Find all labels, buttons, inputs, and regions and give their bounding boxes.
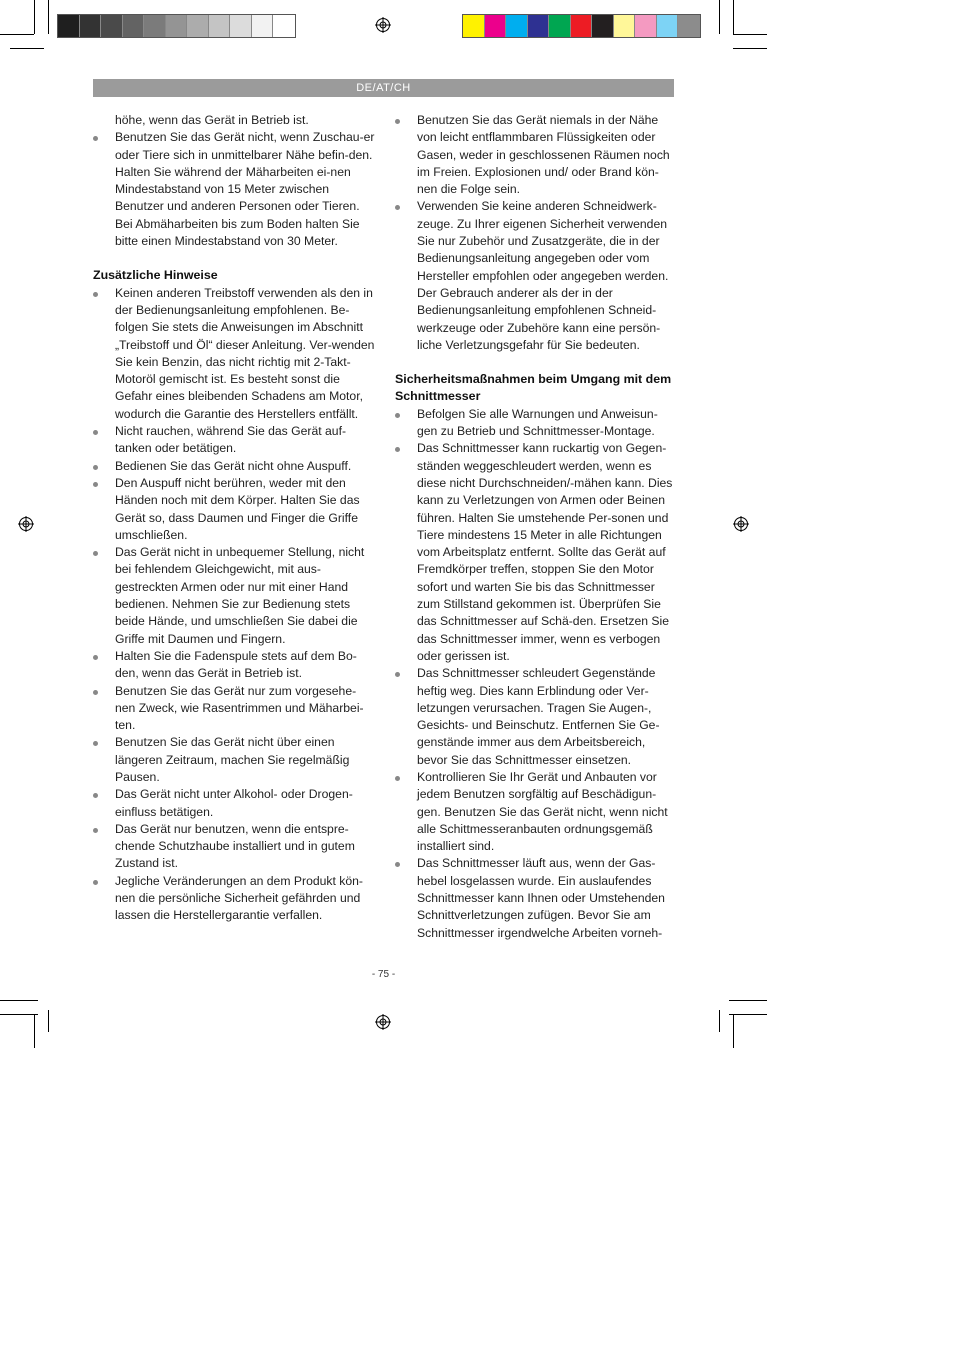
list-item: Benutzen Sie das Gerät nicht, wenn Zuschau-er oder Tiere sich in unmittelbarer Nähe befin-den. Halten Sie während der Mäharbeiten ei-nen Mindestabstand von 15 Meter zwischen Benutzer und anderen Personen oder Tieren. Bei Abmäharbeiten bis zum Boden halten Sie bitte einen Mindestabstand von 30 Meter. bbox=[93, 129, 375, 250]
bullet-icon bbox=[93, 465, 98, 470]
list-item: Das Schnittmesser läuft aus, wenn der Gas-hebel losgelassen wurde. Ein auslaufendes Schnittmesser kann Ihnen oder Umstehenden Schnittverletzungen zufügen. Bevor Sie am Schnittmesser irgendwelche Arbeiten vorneh- bbox=[395, 855, 677, 941]
list-item: Jegliche Veränderungen an dem Produkt kön-nen die persönliche Sicherheit gefährden und lassen die Herstellergarantie verfallen. bbox=[93, 873, 375, 925]
color-swatch bbox=[144, 15, 166, 37]
list-item: Bedienen Sie das Gerät nicht ohne Auspuff. bbox=[93, 458, 375, 475]
list-item: Das Gerät nur benutzen, wenn die entspre-chende Schutzhaube installiert und in gutem Zustand ist. bbox=[93, 821, 375, 873]
registration-mark-icon bbox=[375, 17, 391, 33]
color-swatch bbox=[187, 15, 209, 37]
right-column bbox=[395, 112, 677, 942]
color-swatch bbox=[592, 15, 614, 37]
bullet-icon bbox=[93, 793, 98, 798]
crop-mark bbox=[733, 34, 767, 35]
registration-mark-icon bbox=[375, 1014, 391, 1030]
color-swatch bbox=[549, 15, 571, 37]
color-swatch bbox=[614, 15, 636, 37]
bullet-list bbox=[93, 285, 375, 925]
crop-mark bbox=[733, 48, 767, 49]
crop-mark bbox=[0, 1000, 38, 1001]
color-swatch bbox=[657, 15, 679, 37]
left-column bbox=[93, 112, 375, 925]
bullet-icon bbox=[395, 862, 400, 867]
bullet-icon bbox=[93, 828, 98, 833]
crop-mark bbox=[48, 0, 49, 34]
list-item: Kontrollieren Sie Ihr Gerät und Anbauten vor jedem Benutzen sorgfältig auf Beschädigun-gen. Benutzen Sie das Gerät nicht, wenn nicht alle Schittmesseranbauten ordnungsgemäß installiert sind. bbox=[395, 769, 677, 855]
crop-mark bbox=[34, 1014, 35, 1048]
crop-mark bbox=[729, 1000, 767, 1001]
registration-mark-icon bbox=[733, 516, 749, 532]
bullet-icon bbox=[395, 447, 400, 452]
list-item: Verwenden Sie keine anderen Schneidwerk-zeuge. Zu Ihrer eigenen Sicherheit verwenden Sie nur Zubehör und Zusatzgeräte, die in der Bedienungsanleitung angegeben oder vom Hersteller empfohlen oder angegeben werden. Der Gebrauch anderer als der in der Bedienungsanleitung empfohlenen Schneid-werkzeuge oder Zubehöre kann eine persön-liche Verletzungsgefahr für Sie bedeuten. bbox=[395, 198, 677, 354]
section-title: Zusätzliche Hinweise bbox=[93, 268, 218, 283]
color-swatch bbox=[252, 15, 274, 37]
list-item: Das Gerät nicht unter Alkohol- oder Drogen-einfluss betätigen. bbox=[93, 786, 375, 821]
list-item: Nicht rauchen, während Sie das Gerät auf-tanken oder betätigen. bbox=[93, 423, 375, 458]
region-header bbox=[93, 79, 674, 97]
color-swatch bbox=[273, 15, 295, 37]
color-swatch bbox=[528, 15, 550, 37]
color-calibration-bar bbox=[462, 14, 701, 38]
color-swatch bbox=[635, 15, 657, 37]
crop-mark bbox=[729, 1014, 767, 1015]
bullet-icon bbox=[395, 776, 400, 781]
section-title: Sicherheitsmaßnahmen beim Umgang mit dem Schnittmesser bbox=[395, 372, 672, 404]
continuation-text: höhe, wenn das Gerät in Betrieb ist. bbox=[115, 113, 309, 127]
bullet-icon bbox=[93, 482, 98, 487]
color-swatch bbox=[101, 15, 123, 37]
color-swatch bbox=[463, 15, 485, 37]
color-swatch bbox=[678, 15, 700, 37]
bullet-list-top bbox=[93, 129, 375, 250]
registration-mark-icon bbox=[18, 516, 34, 532]
bullet-icon bbox=[93, 880, 98, 885]
bullet-icon bbox=[93, 292, 98, 297]
color-swatch bbox=[123, 15, 145, 37]
bullet-icon bbox=[395, 672, 400, 677]
list-item: Das Schnittmesser schleudert Gegenstände heftig weg. Dies kann Erblindung oder Ver-letzungen verursachen. Tragen Sie Augen-, Gesichts- und Beinschutz. Entfernen Sie Ge-genstände immer aus dem Arbeitsbereich, bevor Sie das Schnittmesser einsetzen. bbox=[395, 665, 677, 769]
crop-mark bbox=[719, 0, 720, 34]
color-swatch bbox=[58, 15, 80, 37]
bullet-icon bbox=[395, 119, 400, 124]
color-swatch bbox=[485, 15, 507, 37]
page-number: - 75 - bbox=[371, 969, 396, 980]
bullet-icon bbox=[93, 655, 98, 660]
crop-mark bbox=[733, 1014, 734, 1048]
list-item: Benutzen Sie das Gerät nur zum vorgesehe-nen Zweck, wie Rasentrimmen und Mäharbei-ten. bbox=[93, 683, 375, 735]
bullet-icon bbox=[93, 430, 98, 435]
bullet-icon bbox=[395, 205, 400, 210]
crop-mark bbox=[48, 1010, 49, 1032]
color-swatch bbox=[230, 15, 252, 37]
bullet-list bbox=[395, 406, 677, 942]
list-item: Das Schnittmesser kann ruckartig von Gegen-ständen weggeschleudert werden, wenn es diese nicht Durchschneiden/-mähen kann. Dies kann zu Verletzungen von Armen oder Beinen führen. Halten Sie umstehende Per-sonen und Tiere mindestens 15 Meter in alle Richtungen vom Arbeitsplatz entfernt. Sollte das Gerät auf Fremdkörper treffen, stoppen Sie den Motor sofort und warten Sie bis das Schnittmesser zum Stillstand gekommen ist. Überprüfen Sie das Schnittmesser auf Schä-den. Ersetzen Sie das Schnittmesser immer, wenn es verbogen oder gerissen ist. bbox=[395, 440, 677, 665]
bullet-icon bbox=[395, 413, 400, 418]
crop-mark bbox=[733, 0, 734, 34]
list-item: Benutzen Sie das Gerät nicht über einen längeren Zeitraum, machen Sie regelmäßig Pausen. bbox=[93, 734, 375, 786]
list-item: Keinen anderen Treibstoff verwenden als den in der Bedienungsanleitung empfohlenen. Be-folgen Sie stets die Anweisungen im Abschnitt „Treibstoff und Öl“ dieser Anleitung. Ver-wenden Sie kein Benzin, das nicht richtig mit 2-Takt-Motoröl gemischt ist. Es besteht sonst die Gefahr eines bleibenden Schadens am Motor, wodurch die Garantie des Herstellers entfällt. bbox=[93, 285, 375, 423]
color-swatch bbox=[80, 15, 102, 37]
color-swatch bbox=[506, 15, 528, 37]
crop-mark bbox=[34, 0, 35, 34]
list-item: Halten Sie die Fadenspule stets auf dem Bo-den, wenn das Gerät in Betrieb ist. bbox=[93, 648, 375, 683]
list-item: Benutzen Sie das Gerät niemals in der Nähe von leicht entflammbaren Flüssigkeiten oder Gasen, weder in geschlossenen Räumen noch im Freien. Explosionen und/ oder Brand kön-nen die Folge sein. bbox=[395, 112, 677, 198]
color-swatch bbox=[166, 15, 188, 37]
crop-mark bbox=[10, 48, 44, 49]
bullet-list-top bbox=[395, 112, 677, 354]
list-item: Befolgen Sie alle Warnungen und Anweisun-gen zu Betrieb und Schnittmesser-Montage. bbox=[395, 406, 677, 441]
bullet-icon bbox=[93, 690, 98, 695]
crop-mark bbox=[719, 1010, 720, 1032]
color-swatch bbox=[571, 15, 593, 37]
crop-mark bbox=[0, 34, 34, 35]
crop-mark bbox=[0, 1014, 38, 1015]
list-item: Den Auspuff nicht berühren, weder mit den Händen noch mit dem Körper. Halten Sie das Gerät so, dass Daumen und Finger die Griffe umschließen. bbox=[93, 475, 375, 544]
color-swatch bbox=[209, 15, 231, 37]
bullet-icon bbox=[93, 741, 98, 746]
region-label: DE/AT/CH bbox=[356, 82, 411, 94]
list-item: Das Gerät nicht in unbequemer Stellung, nicht bei fehlendem Gleichgewicht, mit aus-gestreckten Armen oder nur mit einer Hand bedienen. Nehmen Sie zur Bedienung stets beide Hände, und umschließen Sie dabei die Griffe mit Daumen und Fingern. bbox=[93, 544, 375, 648]
bullet-icon bbox=[93, 136, 98, 141]
bullet-icon bbox=[93, 551, 98, 556]
grayscale-calibration-bar bbox=[57, 14, 296, 38]
